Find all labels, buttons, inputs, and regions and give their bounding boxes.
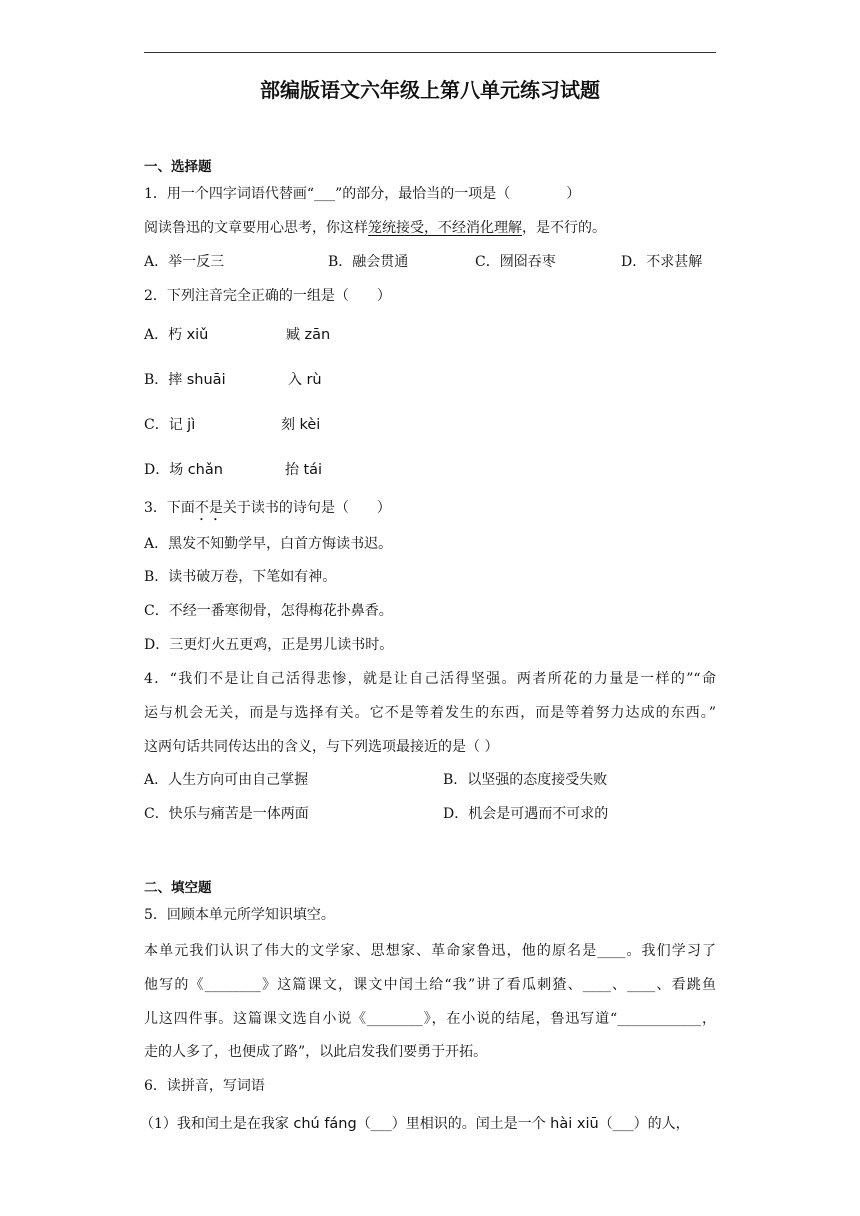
- q2-option-d-second: [285, 461, 322, 479]
- page-title: 部编版语文六年级上第八单元练习试题: [260, 78, 600, 102]
- q2-a2-pinyin: zān: [304, 327, 331, 343]
- q4-option-d: D．机会是可遇而不可求的: [443, 806, 609, 822]
- q6-item1-text-c: （___）的人，: [598, 1116, 690, 1132]
- q3-stem-pre: 3．下面: [144, 500, 195, 516]
- q4-option-c: C．快乐与痛苦是一体两面: [144, 806, 309, 822]
- q5-line4: 走的人多了，也便成了路”，以此启发我们要勇于开拓。: [144, 1044, 488, 1060]
- q2-c-label: C．记: [144, 417, 188, 433]
- q6-item1-text-a: （1）我和闰土是在我家: [140, 1116, 294, 1132]
- section-heading-choice: 一、选择题: [144, 159, 212, 175]
- q2-c2-pinyin: kèi: [299, 417, 321, 433]
- q6-stem: 6．读拼音，写词语: [144, 1078, 265, 1094]
- q2-d2-char: 抬: [285, 462, 304, 478]
- q1-passage-post: ，是不行的。: [522, 220, 606, 236]
- q2-d-pinyin: chǎn: [187, 462, 223, 478]
- q2-option-c-second: [281, 416, 320, 434]
- q3-option-c: C．不经一番寒彻骨，怎得梅花扑鼻香。: [144, 603, 393, 619]
- q1-option-b: B．融会贯通: [328, 254, 409, 270]
- q2-d2-pinyin: tái: [303, 462, 323, 478]
- q2-b-label: B．摔: [144, 372, 187, 388]
- q6-item1-pinyin-2: hài xiū: [550, 1116, 599, 1132]
- q2-option-d: [144, 461, 223, 479]
- q5-line1: 本单元我们认识了伟大的文学家、思想家、革命家鲁迅，他的原名是____。我们学习了: [144, 943, 716, 959]
- q1-passage-pre: 阅读鲁迅的文章要用心思考，你这样: [144, 220, 368, 236]
- q2-a-label: A．朽: [144, 327, 187, 343]
- q1-option-d: D．不求甚解: [621, 254, 703, 270]
- header-rule: [144, 52, 716, 53]
- q2-c-pinyin: jì: [187, 417, 196, 433]
- q4-stem-line1: 4．“我们不是让自己活得悲惨，就是让自己活得坚强。两者所花的力量是一样的”“命: [144, 671, 716, 687]
- q4-option-a: A．人生方向可由自己掌握: [144, 772, 309, 788]
- q2-option-b-second: [288, 371, 322, 389]
- q2-stem: 2．下列注音完全正确的一组是（ ）: [144, 288, 391, 304]
- q5-stem: 5．回顾本单元所学知识填空。: [144, 907, 335, 923]
- q2-b2-char: 入: [288, 372, 307, 388]
- q3-stem: [144, 499, 391, 524]
- q1-passage-underlined: 笼统接受，不经消化理解: [368, 220, 522, 236]
- q2-option-a: [144, 326, 208, 344]
- q6-item1: [140, 1115, 690, 1133]
- q4-option-b: B．以坚强的态度接受失败: [443, 772, 608, 788]
- q3-option-d: D．三更灯火五更鸡，正是男儿读书时。: [144, 637, 394, 653]
- q3-stem-emphasis: 不是: [194, 500, 223, 516]
- q2-a-pinyin: xiǔ: [186, 327, 209, 343]
- q4-stem-line2: 运与机会无关，而是与选择有关。它不是等着发生的东西，而是等着努力达成的东西。”: [144, 705, 716, 721]
- q3-stem-post: 关于读书的诗句是（ ）: [222, 500, 391, 516]
- q2-b-pinyin: shuāi: [186, 372, 226, 388]
- q2-c2-char: 刻: [281, 417, 300, 433]
- q2-b2-pinyin: rù: [306, 372, 322, 388]
- q3-option-a: A．黑发不知勤学早，白首方悔读书迟。: [144, 536, 393, 552]
- q6-item1-text-b: （___）里相识的。闰土是一个: [356, 1116, 551, 1132]
- q4-stem-line3: 这两句话共同传达出的含义，与下列选项最接近的是（ ）: [144, 739, 499, 755]
- section-heading-fill: 二、填空题: [144, 880, 212, 896]
- q3-option-b: B．读书破万卷，下笔如有神。: [144, 569, 337, 585]
- q2-option-b: [144, 371, 226, 389]
- q2-option-a-second: [286, 326, 330, 344]
- q1-option-a: A．举一反三: [144, 254, 225, 270]
- q1-passage: [144, 219, 606, 237]
- q2-option-c: [144, 416, 195, 434]
- q6-item1-pinyin-1: chú fáng: [293, 1116, 357, 1132]
- q1-stem: 1．用一个四字词语代替画“___”的部分，最恰当的一项是（ ）: [144, 186, 581, 202]
- q5-line2: 他写的《________》这篇课文，课文中闰土给“我”讲了看瓜刺猹、____、____、看跳鱼: [144, 977, 716, 993]
- q2-d-label: D．场: [144, 462, 188, 478]
- q1-option-c: C．囫囵吞枣: [475, 254, 556, 270]
- q2-a2-char: 臧: [286, 327, 305, 343]
- q5-line3: 儿这四件事。这篇课文选自小说《________》，在小说的结尾，鲁迅写道“____________，: [144, 1011, 716, 1027]
